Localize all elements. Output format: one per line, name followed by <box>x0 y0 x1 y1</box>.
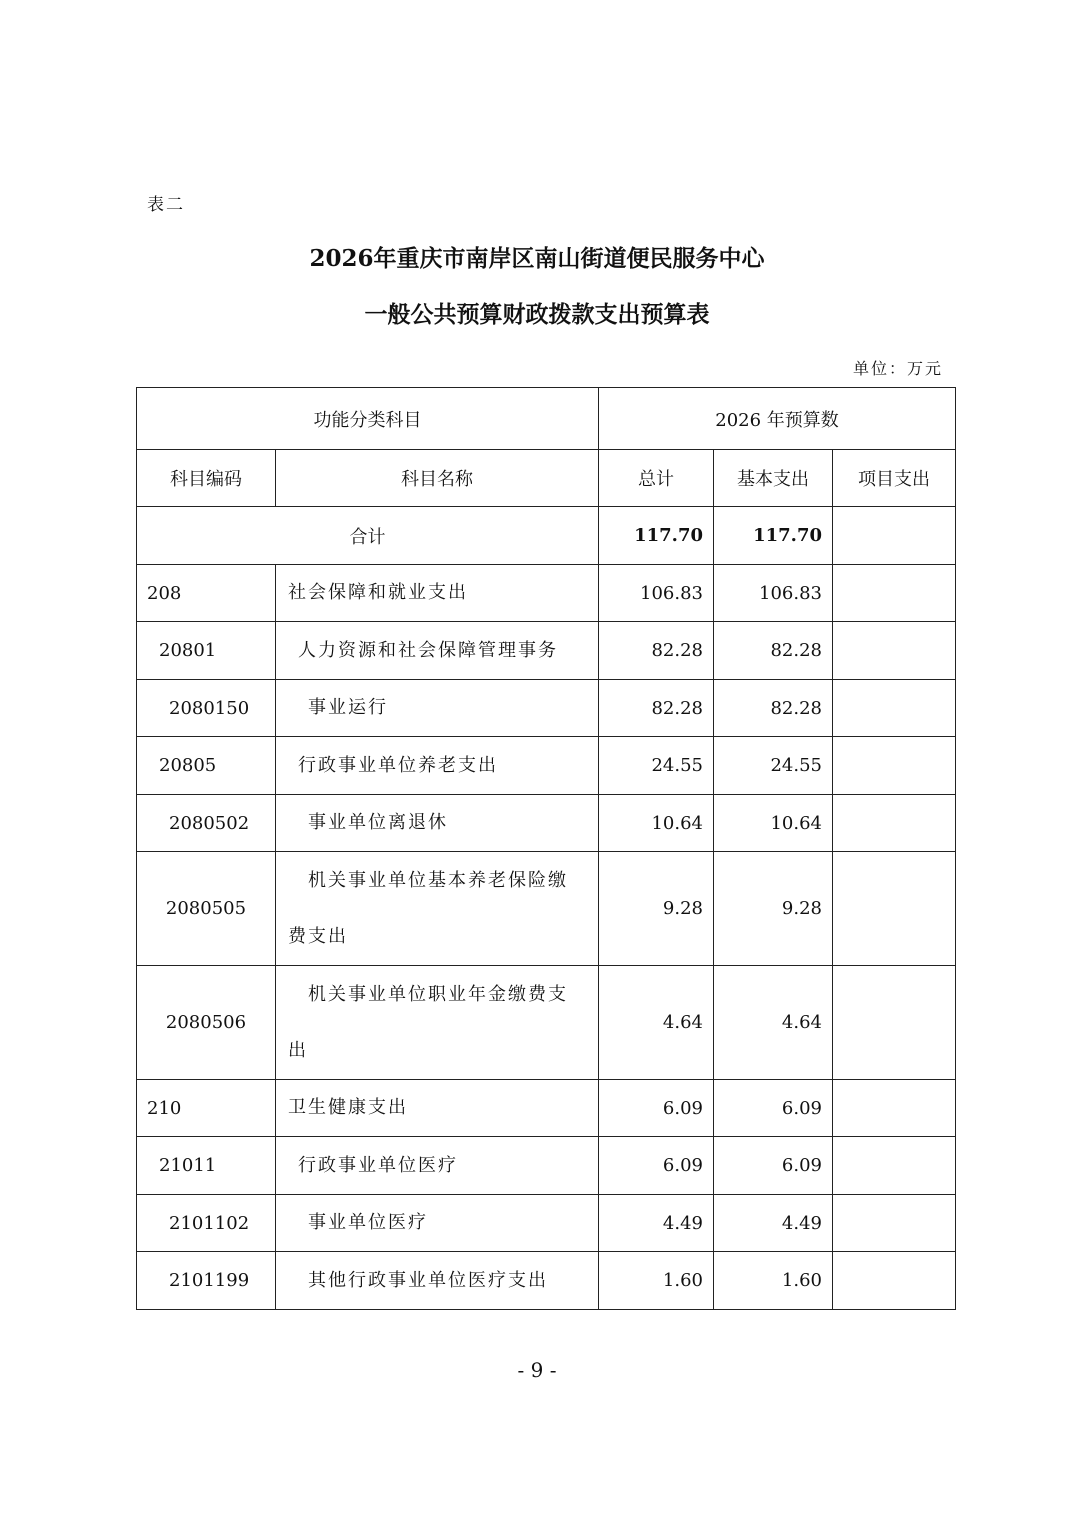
row-code: 2101102 <box>137 1195 276 1252</box>
col-header-project: 项目支出 <box>833 450 956 507</box>
row-basic: 9.28 <box>714 852 833 966</box>
table-label: 表二 <box>147 195 185 215</box>
row-name: 其他行政事业单位医疗支出 <box>276 1252 599 1310</box>
col-header-name: 科目名称 <box>276 450 599 507</box>
row-name: 卫生健康支出 <box>276 1080 599 1137</box>
row-total: 6.09 <box>599 1137 714 1195</box>
row-project <box>833 622 956 680</box>
total-basic: 117.70 <box>714 507 833 565</box>
row-name: 行政事业单位养老支出 <box>276 737 599 795</box>
row-code: 20801 <box>137 622 276 680</box>
row-project <box>833 565 956 622</box>
row-basic: 4.49 <box>714 1195 833 1252</box>
table-row <box>137 966 956 1080</box>
row-name: 社会保障和就业支出 <box>276 565 599 622</box>
page-number: - 9 - <box>517 1358 557 1382</box>
row-code: 21011 <box>137 1137 276 1195</box>
table-row <box>137 795 956 852</box>
total-label: 合计 <box>137 507 599 565</box>
table-row <box>137 680 956 737</box>
table-row <box>137 1137 956 1195</box>
row-project <box>833 852 956 966</box>
table-row <box>137 565 956 622</box>
row-project <box>833 966 956 1080</box>
row-name: 行政事业单位医疗 <box>276 1137 599 1195</box>
row-name <box>276 852 599 966</box>
row-name: 事业运行 <box>276 680 599 737</box>
total-amount: 117.70 <box>599 507 714 565</box>
row-code: 2080505 <box>137 852 276 966</box>
table-row <box>137 737 956 795</box>
row-name-text: 机关事业单位职业年金缴费支出 <box>288 983 568 1061</box>
col-header-code: 科目编码 <box>137 450 276 507</box>
row-basic: 106.83 <box>714 565 833 622</box>
col-header-basic: 基本支出 <box>714 450 833 507</box>
row-total: 6.09 <box>599 1080 714 1137</box>
row-code: 2080150 <box>137 680 276 737</box>
row-project <box>833 680 956 737</box>
row-basic: 24.55 <box>714 737 833 795</box>
row-project <box>833 1080 956 1137</box>
budget-table <box>136 387 956 1310</box>
row-basic: 1.60 <box>714 1252 833 1310</box>
row-basic: 6.09 <box>714 1137 833 1195</box>
row-project <box>833 737 956 795</box>
row-code: 20805 <box>137 737 276 795</box>
row-total: 106.83 <box>599 565 714 622</box>
row-name: 人力资源和社会保障管理事务 <box>276 622 599 680</box>
row-basic: 82.28 <box>714 680 833 737</box>
row-project <box>833 795 956 852</box>
header-budget-year: 2026 年预算数 <box>599 388 956 450</box>
row-code: 210 <box>137 1080 276 1137</box>
row-name-text: 机关事业单位基本养老保险缴费支出 <box>288 869 568 947</box>
row-total: 10.64 <box>599 795 714 852</box>
row-total: 9.28 <box>599 852 714 966</box>
row-total: 24.55 <box>599 737 714 795</box>
row-project <box>833 1252 956 1310</box>
total-project <box>833 507 956 565</box>
col-header-total: 总计 <box>599 450 714 507</box>
header-functional-category: 功能分类科目 <box>137 388 599 450</box>
row-basic: 10.64 <box>714 795 833 852</box>
row-basic: 82.28 <box>714 622 833 680</box>
total-row <box>137 507 956 565</box>
row-project <box>833 1195 956 1252</box>
row-total: 4.49 <box>599 1195 714 1252</box>
table-row <box>137 1080 956 1137</box>
row-code: 2101199 <box>137 1252 276 1310</box>
row-project <box>833 1137 956 1195</box>
row-basic: 4.64 <box>714 966 833 1080</box>
table-row <box>137 1195 956 1252</box>
row-code: 2080502 <box>137 795 276 852</box>
row-total: 82.28 <box>599 680 714 737</box>
page-subtitle: 一般公共预算财政拨款支出预算表 <box>364 301 710 328</box>
row-name: 事业单位医疗 <box>276 1195 599 1252</box>
header-group-row <box>137 388 956 450</box>
table-row <box>137 1252 956 1310</box>
row-code: 208 <box>137 565 276 622</box>
row-total: 1.60 <box>599 1252 714 1310</box>
unit-label: 单位：万元 <box>852 359 943 378</box>
row-basic: 6.09 <box>714 1080 833 1137</box>
row-total: 4.64 <box>599 966 714 1080</box>
row-total: 82.28 <box>599 622 714 680</box>
row-name <box>276 966 599 1080</box>
page-title: 2026年重庆市南岸区南山街道便民服务中心 <box>309 245 765 272</box>
row-name: 事业单位离退休 <box>276 795 599 852</box>
header-column-row <box>137 450 956 507</box>
row-code: 2080506 <box>137 966 276 1080</box>
table-row <box>137 622 956 680</box>
table-row <box>137 852 956 966</box>
